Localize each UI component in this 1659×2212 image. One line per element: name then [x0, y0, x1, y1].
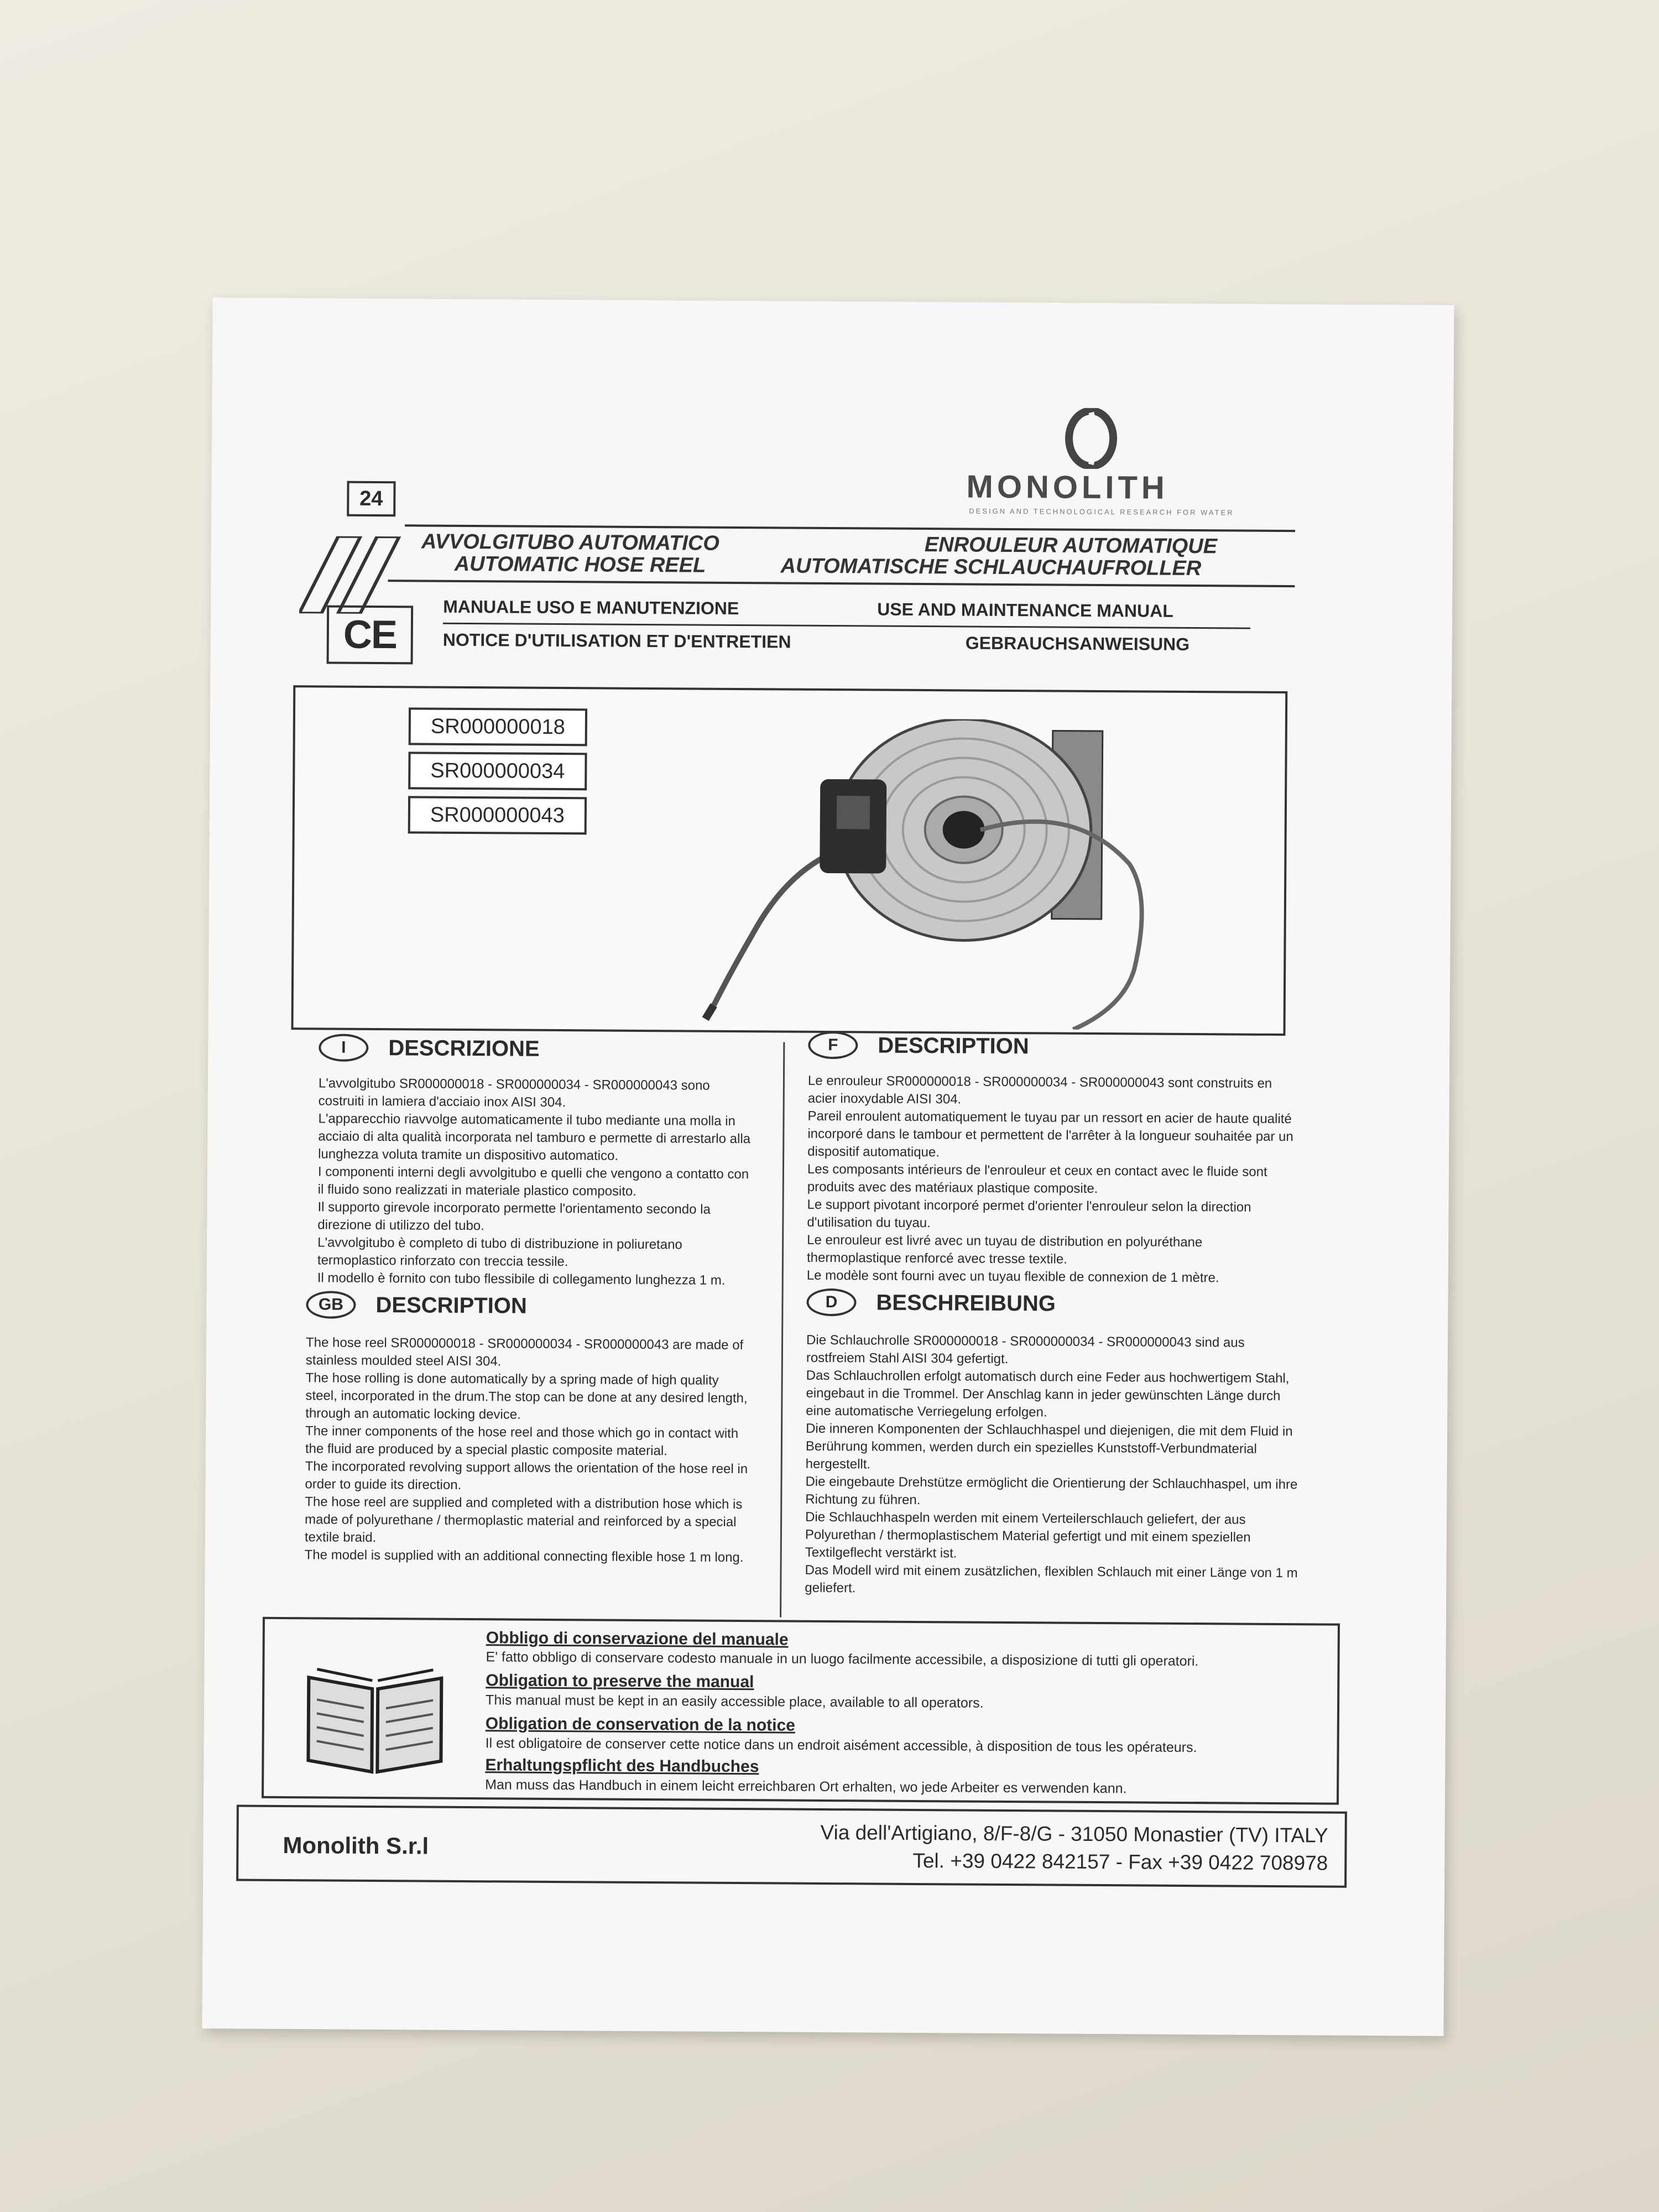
column-divider: [780, 1042, 785, 1618]
title-it: AVVOLGITUBO AUTOMATICO: [421, 530, 720, 555]
heading-text: DESCRIZIONE: [388, 1035, 540, 1061]
section-heading: [806, 1288, 1304, 1319]
manual-preservation-notice: [262, 1617, 1340, 1805]
manual-title-it: MANUALE USO E MANUTENZIONE: [443, 596, 739, 618]
section-body: Die Schlauchrolle SR000000018 - SR000000034 - SR000000043 sind aus rostfreiem Stahl AISI 304 gefertigt. Das Schlauchrollen erfolgt automatisch durch eine Feder aus hochwertigem Stahl, eingebaut in die Trommel. Der Anschlag kann in jeder gewünschten Länge durch eine automatische Verriegelung erfolgen. Die inneren Komponenten der Schlauchhaspel und diejenigen, die mit dem Fluid in Berührung kommen, werden durch ein spezielles Kunststoff-Verbundmaterial hergestellt. Die eingebaute Drehstütze ermöglicht die Orientierung der Schlauchhaspel, um ihre Richtung zu führen. Die Schlauchhaspeln werden mit einem Verteilerschlauch geliefert, der aus Polyurethan / thermoplastischem Material gefertigt und mit einem speziellen Textilgeflecht verstärkt ist. Das Modell wird mit einem zusätzlichen, flexiblen Schlauch mit einer Länge von 1 m geliefert.: [805, 1332, 1298, 1596]
manual-title-rule: [443, 623, 1250, 629]
section-body: The hose reel SR000000018 - SR000000034 - SR000000043 are made of stainless moulded steel AISI 304. The hose rolling is done automatically by a spring made of high quality steel, incorporated in the drum.The stop can be done at any desired length, through an automatic locking device. The inner components of the hose reel and those which go in contact with the fluid are produced by a special plastic composite material. The incorporated revolving support allows the orientation of the hose reel in order to guide its direction. The hose reel are supplied and completed with a distribution hose which is made of polyurethane / thermoplastic material and reinforced by a special textile braid. The model is supplied with an additional connecting flexible hose 1 m long.: [304, 1335, 748, 1566]
manual-title-de: GEBRAUCHSANWEISUNG: [965, 633, 1190, 654]
page-number: 24: [347, 481, 395, 517]
section-body: Le enrouleur SR000000018 - SR000000034 - SR000000043 sont construits en acier inoxydable AISI 304. Pareil enroulent automatiquement le tuyau par un ressort en acier de haute qualité incorporé dans le tambour et permettent de l'arrêter à la longueur souhaitée par un dispositif automatique. Les composants intérieurs de l'enrouleur et ceux en contact avec le fluide sont produits avec des matériaux plastique composite. Le support pivotant incorporé permet d'orienter l'enrouleur selon la direction d'utilisation du tuyau. Le enrouleur est livré avec un tuyau de distribution en polyuréthane thermoplastique renforcé avec tresse textile. Le modèle sont fourni avec un tuyau flexible de connexion de 1 mètre.: [806, 1073, 1293, 1286]
heading-text: DESCRIPTION: [375, 1292, 527, 1318]
title-de: AUTOMATISCHE SCHLAUCHAUFROLLER: [780, 554, 1202, 581]
notice-body-gb: This manual must be kept in an easily accessible place, available to all operators.: [486, 1692, 984, 1711]
section-heading: [306, 1291, 754, 1321]
double-slash-icon: [299, 536, 405, 614]
company-name: Monolith S.r.l: [283, 1832, 429, 1859]
notice-body-fr: Il est obligatoire de conserver cette notice dans un endroit aisément accessible, à disposition de tous les opérateurs.: [485, 1735, 1197, 1756]
company-address: [820, 1819, 1328, 1877]
notice-title-fr: Obligation de conservation de la notice: [485, 1714, 796, 1735]
lang-badge-fr: F: [808, 1031, 858, 1060]
product-figure: [291, 685, 1287, 1036]
notice-title-de: Erhaltungspflicht des Handbuches: [485, 1756, 759, 1776]
company-footer: [236, 1804, 1347, 1887]
manual-title-gb: USE AND MAINTENANCE MANUAL: [877, 599, 1173, 621]
section-de: [805, 1288, 1304, 1600]
title-gb: AUTOMATIC HOSE REEL: [454, 552, 706, 577]
section-it: [317, 1034, 756, 1290]
manual-page: [202, 298, 1454, 2036]
monolith-logo-icon: [1063, 408, 1119, 469]
lang-badge-de: D: [806, 1288, 856, 1317]
ce-mark: CE: [327, 605, 414, 664]
heading-text: DESCRIPTION: [878, 1033, 1029, 1058]
lang-badge-it: I: [319, 1034, 368, 1062]
heading-text: BESCHREIBUNG: [876, 1290, 1056, 1316]
title-rule-bottom: [388, 580, 1295, 587]
manual-title-fr: NOTICE D'UTILISATION ET D'ENTRETIEN: [442, 629, 791, 652]
open-book-icon: [302, 1661, 447, 1778]
notice-body-it: E' fatto obbligo di conservare codesto manuale in un luogo facilmente accessibile, a disposizione di tutti gli operatori.: [486, 1649, 1199, 1670]
hose-reel-illustration: [653, 717, 1164, 1030]
section-heading: [808, 1031, 1295, 1062]
brand-name: MONOLITH: [966, 468, 1169, 506]
section-heading: [319, 1034, 755, 1064]
product-code: SR000000018: [409, 707, 587, 746]
notice-body-de: Man muss das Handbuch in einem leicht erreichbaren Ort erhalten, wo jede Arbeiter es verwenden kann.: [485, 1777, 1127, 1797]
section-fr: [807, 1031, 1295, 1287]
title-fr: ENROULEUR AUTOMATIQUE: [924, 533, 1218, 559]
lang-badge-gb: GB: [306, 1291, 356, 1319]
notice-title-gb: Obligation to preserve the manual: [486, 1671, 754, 1692]
section-body: L'avvolgitubo SR000000018 - SR000000034 - SR000000043 sono costruiti in lamiera d'acciaio inox AISI 304. L'apparecchio riavvolge automaticamente il tubo mediante una molla in acciaio di alta qualità incorporata nel tamburo e permette di arrestarlo alla lunghezza voluta tramite un dispositivo automatico. I componenti interni degli avvolgitubo e quelli che vengono a contatto con il fluido sono realizzati in materiale plastico composito. Il supporto girevole incorporato permette l'orientamento secondo la direzione di utilizzo del tubo. L'avvolgitubo è completo di tubo di distribuzione in poliuretano termoplastico rinforzato con treccia tessile. Il modello è fornito con tubo flessibile di collegamento lunghezza 1 m.: [317, 1076, 751, 1288]
phone-line: Tel. +39 0422 842157 - Fax +39 0422 708978: [912, 1849, 1328, 1875]
section-gb: [305, 1291, 754, 1567]
notice-title-it: Obbligo di conservazione del manuale: [486, 1629, 789, 1649]
brand-tagline: DESIGN AND TECHNOLOGICAL RESEARCH FOR WATER: [969, 507, 1234, 517]
product-code: SR000000043: [408, 796, 587, 834]
address-line: Via dell'Artigiano, 8/F-8/G - 31050 Monastier (TV) ITALY: [820, 1820, 1328, 1847]
product-code: SR000000034: [408, 752, 587, 790]
